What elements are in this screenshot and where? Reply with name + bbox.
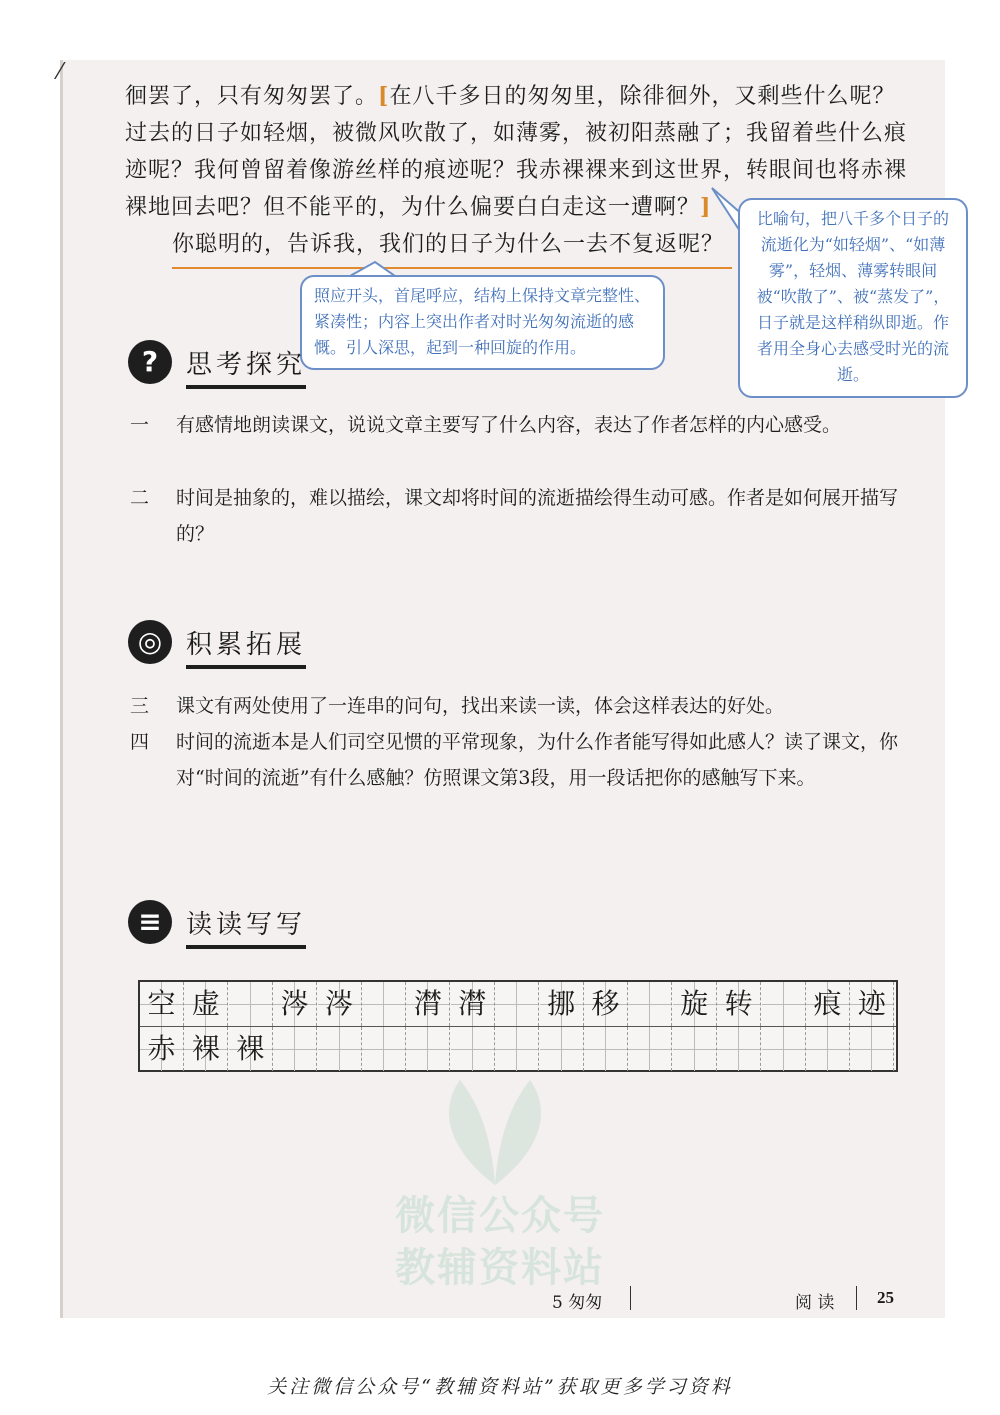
grid-cell: 裸 [229, 1027, 273, 1071]
question-number: 二 [130, 487, 150, 509]
grid-cell: 转 [717, 982, 761, 1026]
bracket-close: ] [700, 194, 712, 220]
section-title: 思考探究 [186, 344, 306, 389]
grid-cell [273, 1027, 317, 1071]
passage-paragraph-2: 你聪明的，告诉我，我们的日子为什么一去不复返呢？ [172, 226, 732, 269]
grid-cell [762, 1027, 806, 1071]
question-text: 课文有两处使用了一连串的问句，找出来读一读，体会这样表达的好处。 [176, 695, 785, 717]
grid-cell [850, 1027, 894, 1071]
grid-cell [806, 1027, 850, 1071]
section-title: 积累拓展 [186, 624, 306, 669]
watermark-line-2: 教辅资料站 [395, 1245, 605, 1291]
question-text: 有感情地朗读课文，说说文章主要写了什么内容，表达了作者怎样的内心感受。 [176, 414, 842, 436]
paragraph-body: 在八千多日的匆匆里，除徘徊外，又剩些什么呢？过去的日子如轻烟，被微风吹散了，如薄雾，被初阳蒸融了；我留着些什么痕迹呢？我何曾留着像游丝样的痕迹呢？我赤裸裸来到这世界，转眼间也将赤裸裸地回去吧？但不能平的，为什么偏要白白走这一遭啊？ [125, 84, 908, 220]
annotation-note-ending: 照应开头，首尾呼应，结构上保持文章完整性、紧凑性；内容上突出作者对时光匆匆流逝的感慨。引人深思，起到一种回旋的作用。 [300, 275, 665, 370]
annotation-note-metaphor: 比喻句，把八千多个日子的流逝化为“如轻烟”、“如薄雾”，轻烟、薄雾转眼间被“吹散了”、被“蒸发了”，日子就是这样稍纵即逝。作者用全身心去感受时光的流逝。 [738, 198, 968, 398]
target-icon: ◎ [128, 620, 172, 664]
grid-cell [362, 982, 406, 1026]
grid-cell: 潸 [406, 982, 450, 1026]
grid-cell [673, 1027, 717, 1071]
question-number: 四 [130, 731, 150, 753]
grid-cell [628, 1027, 672, 1071]
grid-row-1 [140, 982, 896, 1027]
grid-cell [362, 1027, 406, 1071]
grid-cell: 痕 [806, 982, 850, 1026]
leaf-logo-watermark [420, 1060, 570, 1190]
grid-cell [229, 982, 273, 1026]
grid-cell: 潸 [451, 982, 495, 1026]
grid-cell: 移 [584, 982, 628, 1026]
bottom-promo-note: 关注微信公众号“教辅资料站”获取更多学习资料 [267, 1376, 733, 1398]
page-number: 25 [877, 1288, 894, 1307]
footer-divider [856, 1286, 857, 1310]
question-4 [130, 724, 905, 796]
grid-cell: 迹 [850, 982, 894, 1026]
question-number: 一 [130, 414, 150, 436]
footer-lesson: 5 匆匆 [552, 1293, 603, 1313]
question-text: 时间的流逝本是人们司空见惯的平常现象，为什么作者能写得如此感人？读了课文，你对“时间的流逝”有什么感触？仿照课文第3段，用一段话把你的感触写下来。 [176, 731, 899, 789]
footer-divider [630, 1286, 631, 1310]
grid-cell: 虚 [184, 982, 228, 1026]
question-1 [130, 407, 905, 443]
grid-cell [584, 1027, 628, 1071]
watermark-line-1: 微信公众号 [395, 1193, 605, 1239]
grid-cell: 空 [140, 982, 184, 1026]
page-corner-mark: ⁄ [58, 60, 62, 85]
question-mark-icon: ? [128, 340, 172, 384]
grid-cell: 涔 [318, 982, 362, 1026]
grid-cell: 裸 [184, 1027, 228, 1071]
watermark-text [370, 1190, 630, 1294]
grid-cell [762, 982, 806, 1026]
list-lines-icon: ≡ [128, 900, 172, 944]
question-text: 时间是抽象的，难以描绘，课文却将时间的流逝描绘得生动可感。作者是如何展开描写的？ [176, 487, 899, 545]
question-2 [130, 480, 905, 552]
grid-cell: 赤 [140, 1027, 184, 1071]
grid-cell: 涔 [273, 982, 317, 1026]
bracket-open: [ [378, 83, 390, 109]
grid-cell: 挪 [540, 982, 584, 1026]
character-grid [138, 980, 898, 1072]
grid-cell [495, 982, 539, 1026]
footer-section: 阅 读 [795, 1293, 835, 1313]
grid-cell [717, 1027, 761, 1071]
question-3 [130, 688, 905, 724]
paragraph-lead: 徊罢了，只有匆匆罢了。 [125, 84, 379, 109]
question-number: 三 [130, 695, 150, 717]
section-title: 读读写写 [186, 904, 306, 949]
grid-cell: 旋 [673, 982, 717, 1026]
grid-cell [318, 1027, 362, 1071]
grid-cell [628, 982, 672, 1026]
